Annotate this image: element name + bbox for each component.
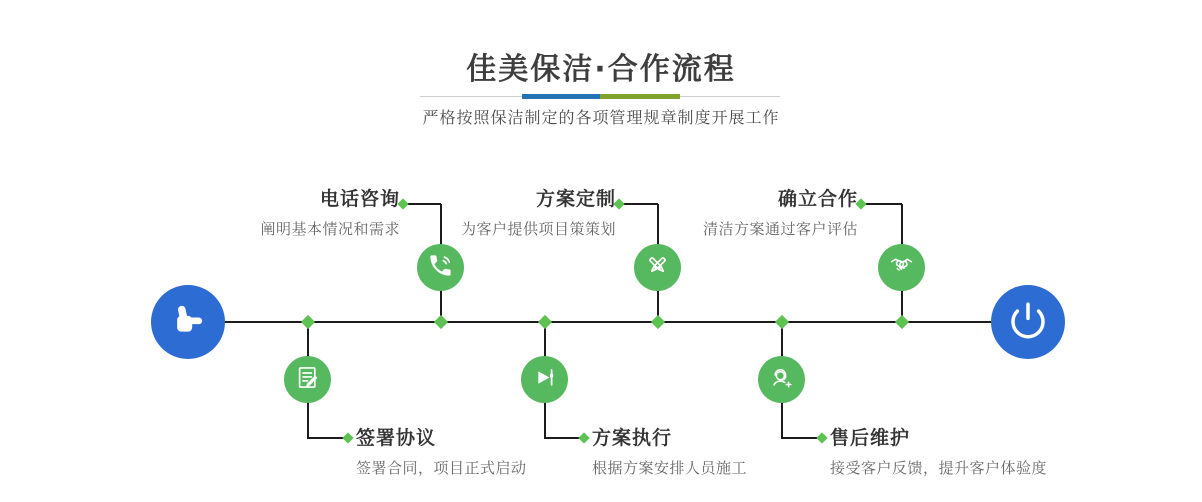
step-node-handshake xyxy=(878,244,925,291)
step-node-phone xyxy=(417,244,464,291)
customer-service-icon xyxy=(768,364,795,395)
step-node-service xyxy=(758,356,805,403)
start-node xyxy=(151,285,225,359)
handshake-icon xyxy=(888,252,915,283)
power-icon xyxy=(1008,300,1048,344)
page-subtitle: 严格按照保洁制定的各项管理规章制度开展工作 xyxy=(422,108,780,127)
step-desc: 签署合同，项目正式启动 xyxy=(356,459,527,477)
step-title: 售后维护 xyxy=(830,427,911,449)
step-node-execute xyxy=(521,356,568,403)
step-label-contract xyxy=(356,423,527,478)
timeline-diamond xyxy=(895,315,909,329)
main-timeline xyxy=(225,321,991,323)
crossed-pens-icon xyxy=(644,252,671,283)
timeline-diamond xyxy=(651,315,665,329)
step-label-execute xyxy=(592,423,747,478)
timeline-diamond xyxy=(301,315,315,329)
step-label-phone xyxy=(260,184,400,239)
label-diamond xyxy=(342,432,353,443)
timeline-diamond xyxy=(538,315,552,329)
step-label-service xyxy=(830,423,1047,478)
page-title: 佳美保洁·合作流程 xyxy=(466,52,736,87)
step-desc: 阐明基本情况和需求 xyxy=(260,220,400,238)
step-label-design xyxy=(461,184,616,239)
label-diamond xyxy=(816,432,827,443)
title-divider xyxy=(420,96,780,97)
pointing-hand-icon xyxy=(168,300,208,344)
step-title: 方案执行 xyxy=(592,427,673,449)
step-label-handshake xyxy=(703,184,858,239)
contract-pen-icon xyxy=(294,364,321,395)
step-desc: 为客户提供项目策策划 xyxy=(460,220,616,238)
step-title: 电话咨询 xyxy=(319,188,400,210)
label-diamond xyxy=(578,432,589,443)
step-desc: 根据方案安排人员施工 xyxy=(592,459,748,477)
timeline-diamond xyxy=(775,315,789,329)
timeline-diamond xyxy=(434,315,448,329)
step-desc: 清洁方案通过客户评估 xyxy=(702,220,858,238)
divider-blue-segment xyxy=(522,94,600,99)
step-node-contract xyxy=(284,356,331,403)
play-slider-icon xyxy=(531,364,558,395)
connector-hline xyxy=(861,203,902,205)
step-desc: 接受客户反馈，提升客户体验度 xyxy=(830,459,1048,477)
step-title: 签署协议 xyxy=(356,427,437,449)
divider-olive-segment xyxy=(600,94,680,99)
step-title: 确立合作 xyxy=(777,188,858,210)
phone-icon xyxy=(427,252,454,283)
end-node xyxy=(991,285,1065,359)
step-node-design xyxy=(634,244,681,291)
step-title: 方案定制 xyxy=(535,188,616,210)
